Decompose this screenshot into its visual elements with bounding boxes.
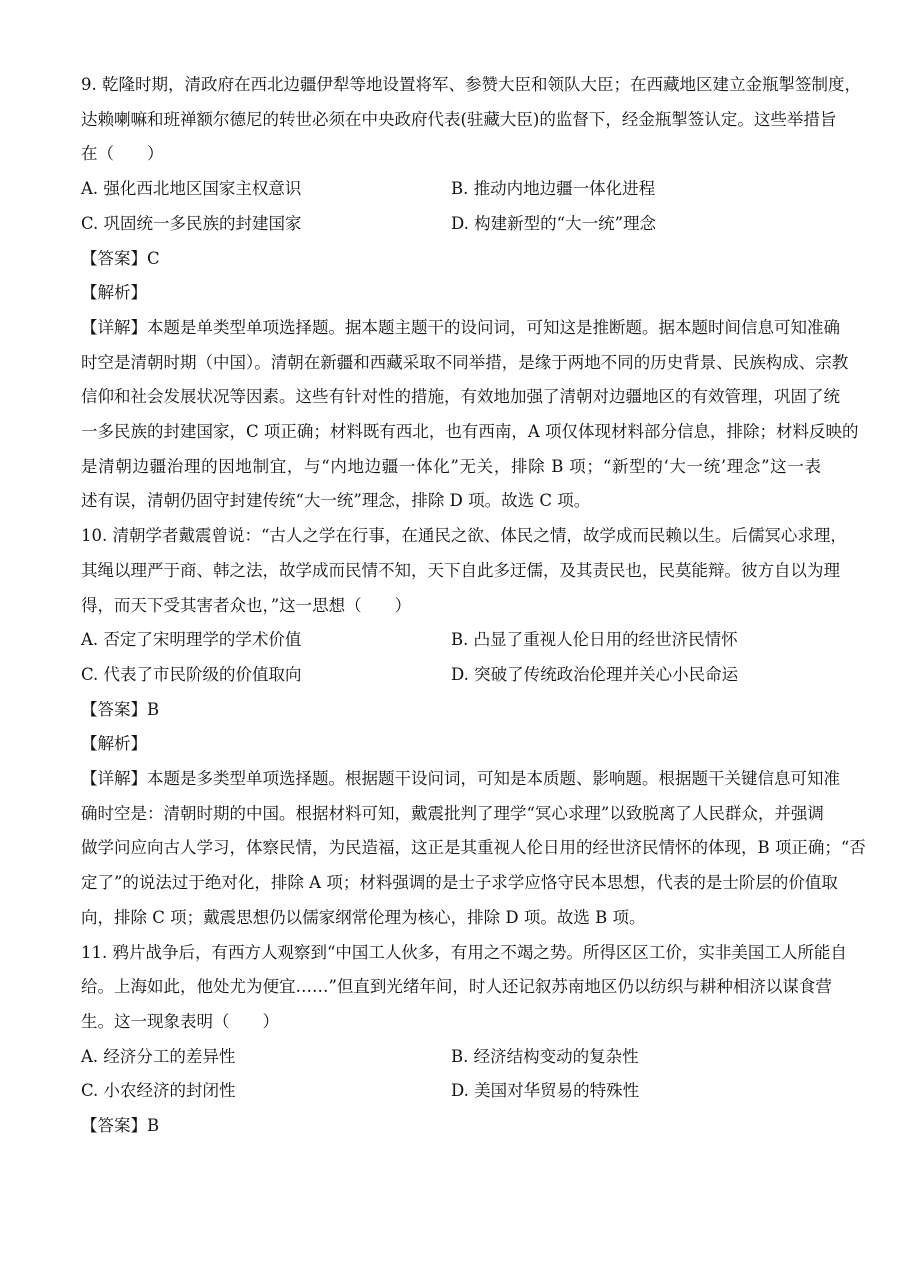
option-d: D. 突破了传统政治伦理并关心小民命运	[451, 664, 739, 684]
option-row	[81, 172, 821, 207]
document-page	[81, 68, 866, 1144]
option-c: C. 代表了市民阶级的价值取向	[81, 664, 302, 684]
option-row	[81, 1074, 821, 1109]
question-stem-line: 在（ ）	[81, 144, 164, 164]
option-row	[81, 207, 821, 242]
answer-label: 【答案】B	[81, 1116, 160, 1136]
question-9	[81, 68, 861, 519]
detail-line: 述有误，清朝仍固守封建传统“大一统”理念，排除 D 项。故选 C 项。	[81, 491, 591, 511]
question-stem-line: 11. 鸦片战争后，有西方人观察到“中国工人伙多，有用之不竭之势。所得区区工价，实非美国工人所能自	[81, 942, 847, 962]
detail-line: 定了”的说法过于绝对化，排除 A 项；材料强调的是士子求学应恪守民本思想，代表的是士阶层的价值取	[81, 873, 838, 893]
option-row	[81, 1040, 821, 1075]
question-stem-line: 其绳以理严于商、韩之法，故学成而民情不知，天下自此多迂儒，及其责民也，民莫能辩。彼方自以为理	[81, 560, 840, 580]
analysis-label: 【解析】	[81, 283, 147, 303]
option-a: A. 强化西北地区国家主权意识	[81, 179, 302, 199]
option-c: C. 巩固统一多民族的封建国家	[81, 213, 302, 233]
detail-line: 向，排除 C 项；戴震思想仍以儒家纲常伦理为核心，排除 D 项。故选 B 项。	[81, 907, 646, 927]
detail-line: 时空是清朝时期（中国）。清朝在新疆和西藏采取不同举措，是缘于两地不同的历史背景、民族构成、宗教	[81, 352, 849, 372]
option-b: B. 经济结构变动的复杂性	[451, 1046, 639, 1066]
option-c: C. 小农经济的封闭性	[81, 1081, 236, 1101]
detail-line: 是清朝边疆治理的因地制宜，与“内地边疆一体化”无关，排除 B 项；“新型的‘大一统’理念”这一表	[81, 456, 821, 476]
option-a: A. 否定了宋明理学的学术价值	[81, 630, 302, 650]
detail-line: 信仰和社会发展状况等因素。这些有针对性的措施，有效地加强了清朝对边疆地区的有效管理，巩固了统	[81, 387, 840, 407]
question-10	[81, 519, 866, 935]
detail-line: 做学问应向古人学习，体察民情，为民造福，这正是其重视人伦日用的经世济民情怀的体现，B 项正确；“否	[81, 838, 866, 858]
option-row	[81, 658, 821, 693]
option-d: D. 构建新型的“大一统”理念	[451, 213, 657, 233]
detail-line: 一多民族的封建国家，C 项正确；材料既有西北，也有西南，A 项仅体现材料部分信息，排除；材料反映的	[81, 422, 859, 442]
question-stem-line: 9. 乾隆时期，清政府在西北边疆伊犁等地设置将军、参赞大臣和领队大臣；在西藏地区建立金瓶掣签制度，	[81, 75, 861, 94]
question-stem-line: 生。这一现象表明（ ）	[81, 1011, 279, 1031]
option-b: B. 推动内地边疆一体化进程	[451, 179, 656, 199]
option-d: D. 美国对华贸易的特殊性	[451, 1081, 640, 1101]
question-stem-line: 得，而天下受其害者众也，”这一思想（ ）	[81, 595, 412, 615]
option-b: B. 凸显了重视人伦日用的经世济民情怀	[451, 630, 738, 650]
question-stem-line: 达赖喇嘛和班禅额尔德尼的转世必须在中央政府代表(驻藏大臣)的监督下，经金瓶掣签认定。这些举措旨	[81, 109, 837, 129]
detail-line: 【详解】本题是单类型单项选择题。据本题主题干的设问词，可知这是推断题。据本题时间信息可知准确	[81, 317, 840, 337]
option-row	[81, 623, 821, 658]
question-stem-line: 10. 清朝学者戴震曾说：“古人之学在行事，在通民之欲、体民之情，故学成而民赖以生。后儒冥心求理，	[81, 526, 847, 546]
analysis-label: 【解析】	[81, 734, 147, 754]
detail-line: 【详解】本题是多类型单项选择题。根据题干设问词，可知是本质题、影响题。根据题干关键信息可知准	[81, 769, 840, 789]
detail-line: 确时空是：清朝时期的中国。根据材料可知，戴震批判了理学“冥心求理”以致脱离了人民群众，并强调	[81, 803, 824, 823]
answer-label: 【答案】B	[81, 699, 160, 719]
question-stem-line: 给。上海如此，他处尤为便宜……”但直到光绪年间，时人还记叙苏南地区仍以纺织与耕种相济以谋食营	[81, 977, 832, 997]
option-a: A. 经济分工的差异性	[81, 1046, 236, 1066]
answer-label: 【答案】C	[81, 248, 160, 268]
question-11	[81, 936, 847, 1144]
